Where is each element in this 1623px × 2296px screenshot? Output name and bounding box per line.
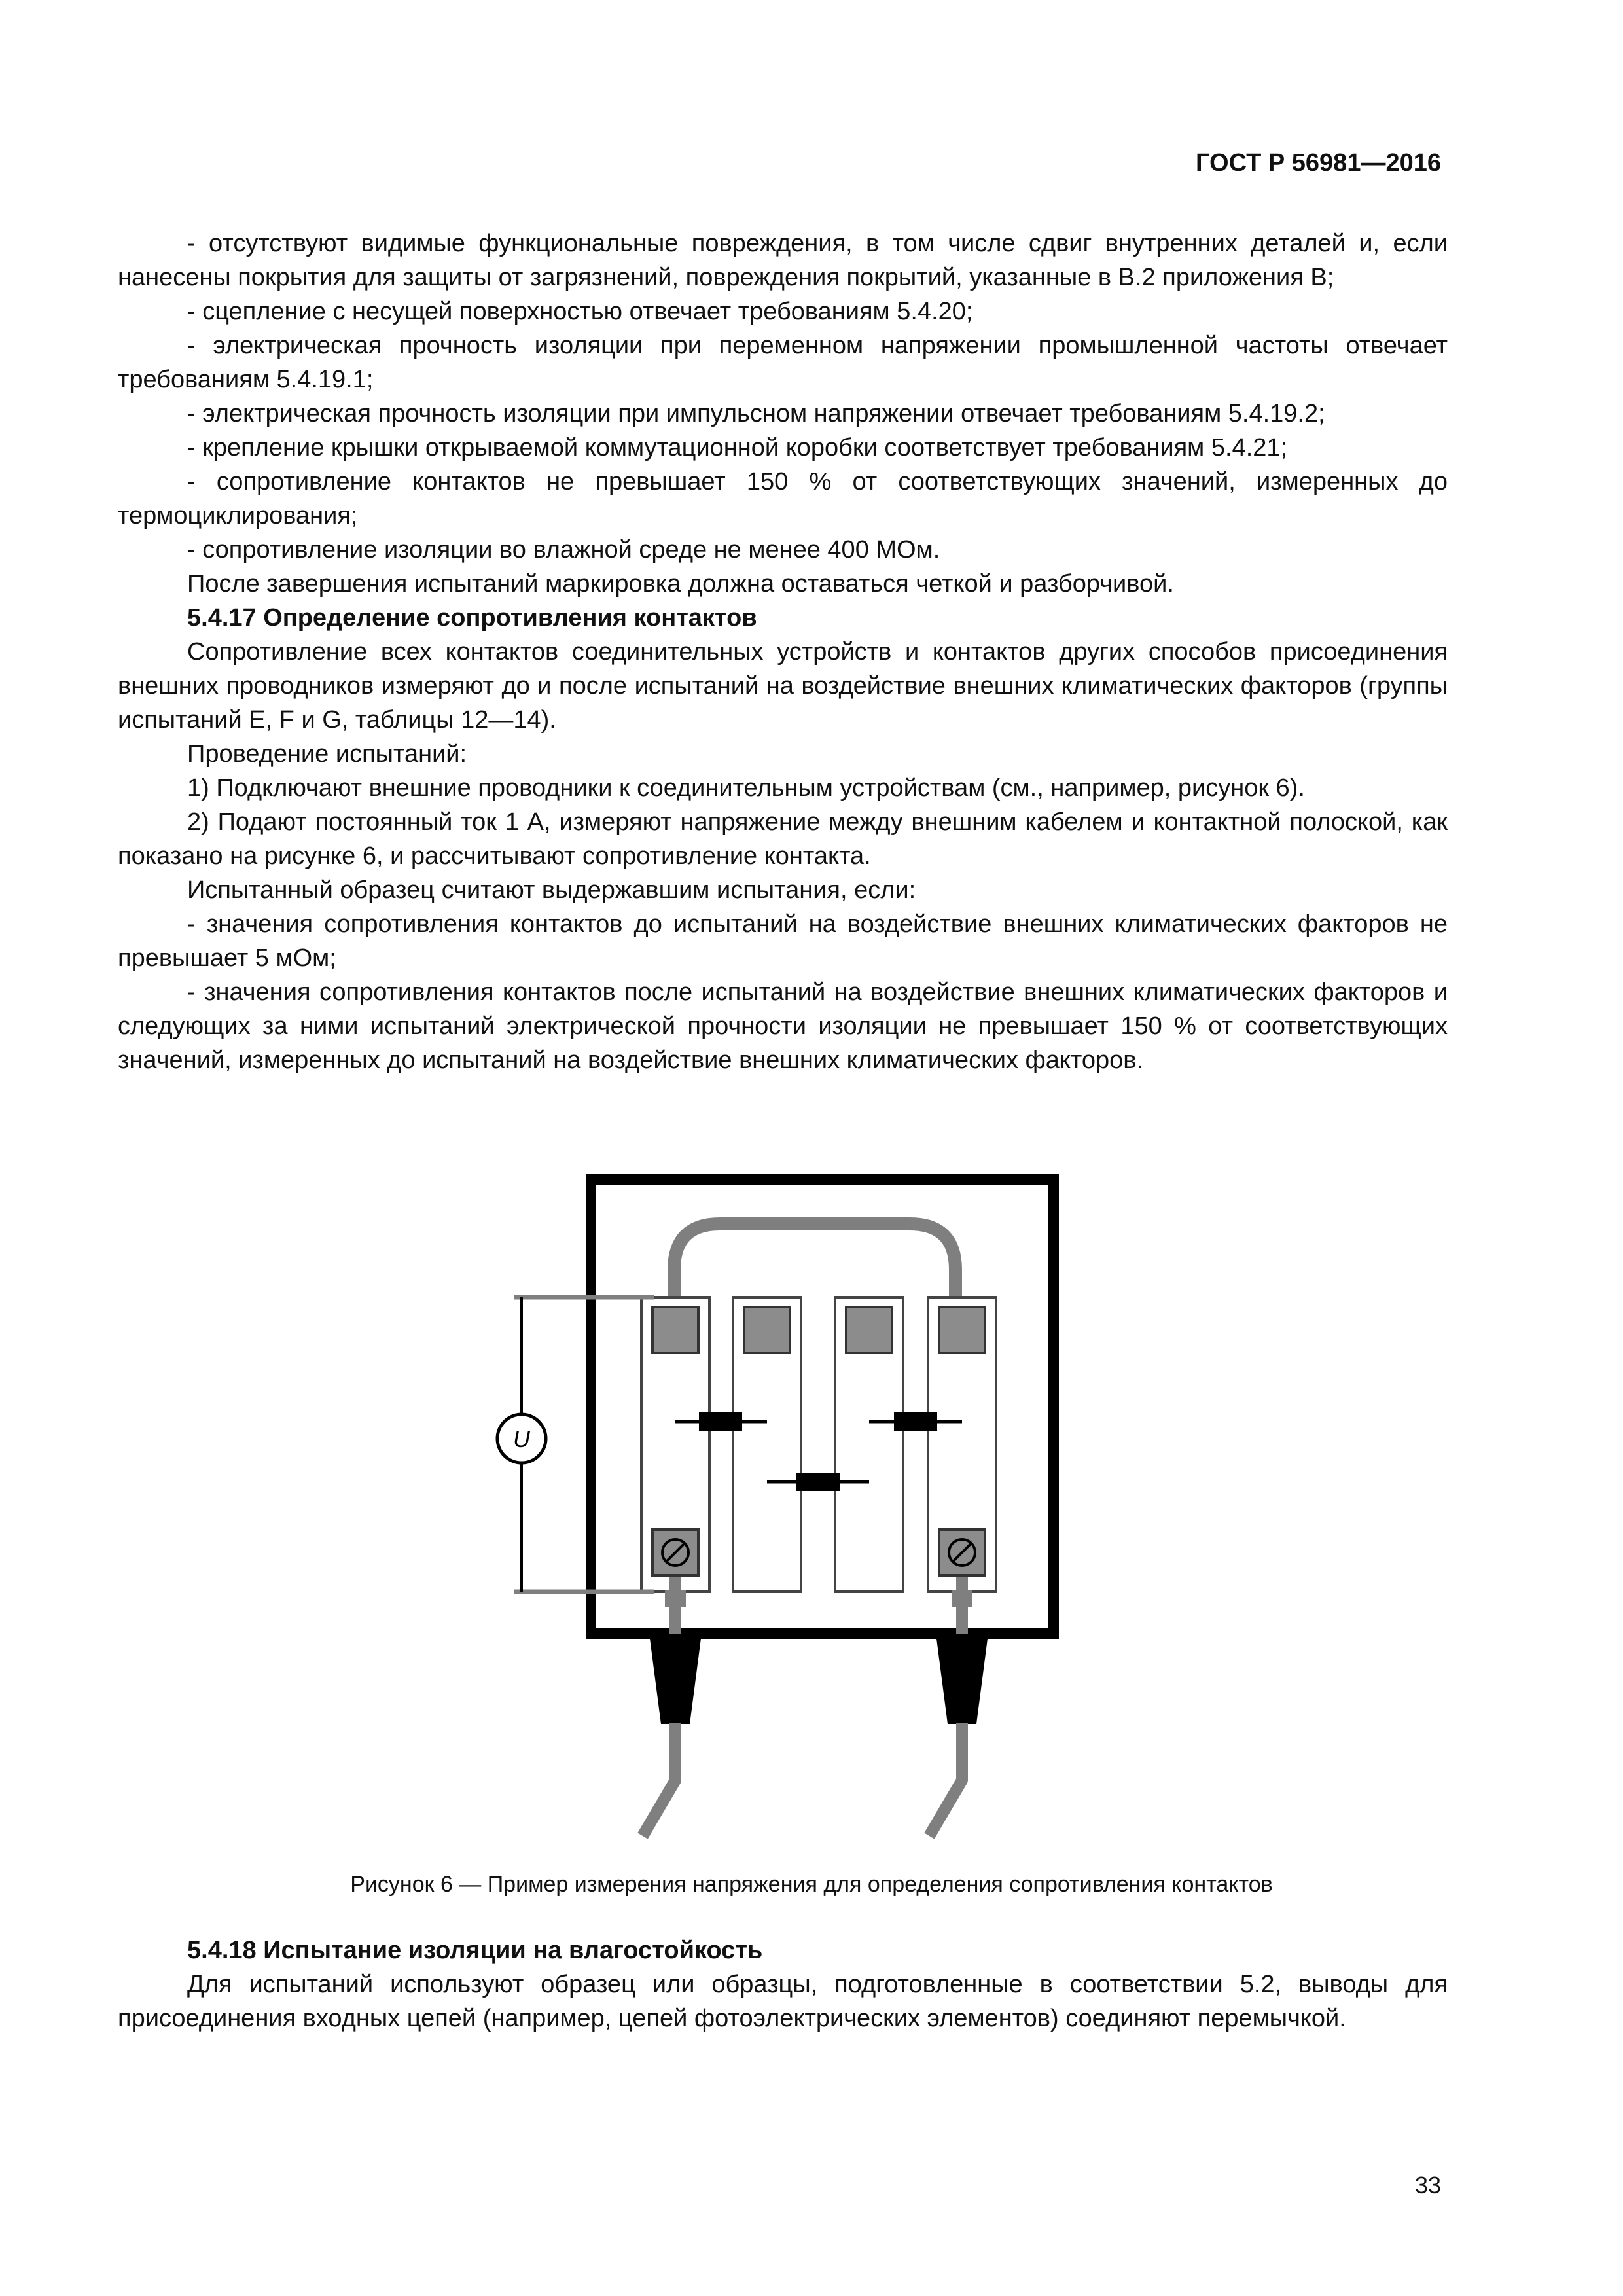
jumper-cable [674, 1224, 955, 1304]
list-item-insulation-resistance: - сопротивление изоляции во влажной среде не менее 400 МОм. [187, 536, 940, 564]
bottom-text-block [118, 1933, 1448, 2036]
output-cable-left [643, 1577, 702, 1836]
document-code-header: ГОСТ Р 56981—2016 [1196, 149, 1441, 177]
main-text-block [118, 226, 1448, 1077]
list-item-damage: - отсутствуют видимые функциональные повреждения, в том числе сдвиг внутренних деталей и, если нанесены покрытия для защиты от загрязнений, повреждения покрытий, указанные в В.2 приложения В; [118, 230, 1448, 291]
page-number: 33 [1414, 2172, 1441, 2198]
voltmeter [497, 1414, 546, 1463]
list-item-impulse-strength: - электрическая прочность изоляции при импульсном напряжении отвечает требованиям 5.4.19.2; [187, 400, 1325, 427]
terminal-top-4 [939, 1307, 985, 1353]
paragraph-5417-step-2: 2) Подают постоянный ток 1 А, измеряют напряжение между внешним кабелем и контактной полоской, как показано на рисунке 6, и рассчитывают сопротивление контакта. [118, 808, 1448, 870]
paragraph-5417-criteria: Испытанный образец считают выдержавшим испытания, если: [187, 876, 916, 904]
paragraph-5417-step-1: 1) Подключают внешние проводники к соединительным устройствам (см., например, рисунок 6). [187, 774, 1305, 802]
paragraph-5417-procedure: Проведение испытаний: [187, 740, 467, 768]
list-item-adhesion: - сцепление с несущей поверхностью отвечает требованиям 5.4.20; [187, 298, 973, 325]
paragraph-5417-criterion-2: - значения сопротивления контактов после испытаний на воздействие внешних климатических факторов и следующих за ними испытаний электрической прочности изоляции не превышает 150 % от соответствующих значений, измеренных до испытаний на воздействие внешних климатических факторов. [118, 978, 1448, 1074]
section-heading-5-4-17: 5.4.17 Определение сопротивления контактов [187, 604, 757, 632]
output-cable-right [929, 1577, 988, 1836]
terminal-top-1 [652, 1307, 698, 1353]
screw-terminal-1 [652, 1530, 698, 1575]
figure-caption: Рисунок 6 — Пример измерения напряжения для определения сопротивления контактов [350, 1872, 1273, 1897]
screw-terminal-4 [939, 1530, 985, 1575]
paragraph-5417-criterion-1: - значения сопротивления контактов до испытаний на воздействие внешних климатических факторов не превышает 5 мОм; [118, 910, 1448, 972]
section-heading-5-4-18: 5.4.18 Испытание изоляции на влагостойкость [187, 1937, 763, 1964]
terminal-top-3 [846, 1307, 892, 1353]
terminal-top-2 [744, 1307, 790, 1353]
paragraph-5418: Для испытаний используют образец или образцы, подготовленные в соответствии 5.2, выводы для присоединения входных цепей (например, цепей фотоэлектрических элементов) соединяют перемычкой. [118, 1971, 1448, 2032]
list-item-lid-fixing: - крепление крышки открываемой коммутационной коробки соответствует требованиям 5.4.21; [187, 434, 1288, 461]
list-item-ac-strength: - электрическая прочность изоляции при переменном напряжении промышленной частоты отвечает требованиям 5.4.19.1; [118, 332, 1448, 393]
voltmeter-label: U [513, 1426, 530, 1452]
paragraph-marking: После завершения испытаний маркировка должна оставаться четкой и разборчивой. [187, 570, 1174, 598]
paragraph-5417-intro: Сопротивление всех контактов соединительных устройств и контактов других способов присоединения внешних проводников измеряют до и после испытаний на воздействие внешних климатических факторов (группы испытаний E, F и G, таблицы 12—14). [118, 638, 1448, 734]
list-item-contact-resistance: - сопротивление контактов не превышает 150 % от соответствующих значений, измеренных до термоциклирования; [118, 468, 1448, 529]
figure-6-diagram [0, 1152, 1623, 1859]
